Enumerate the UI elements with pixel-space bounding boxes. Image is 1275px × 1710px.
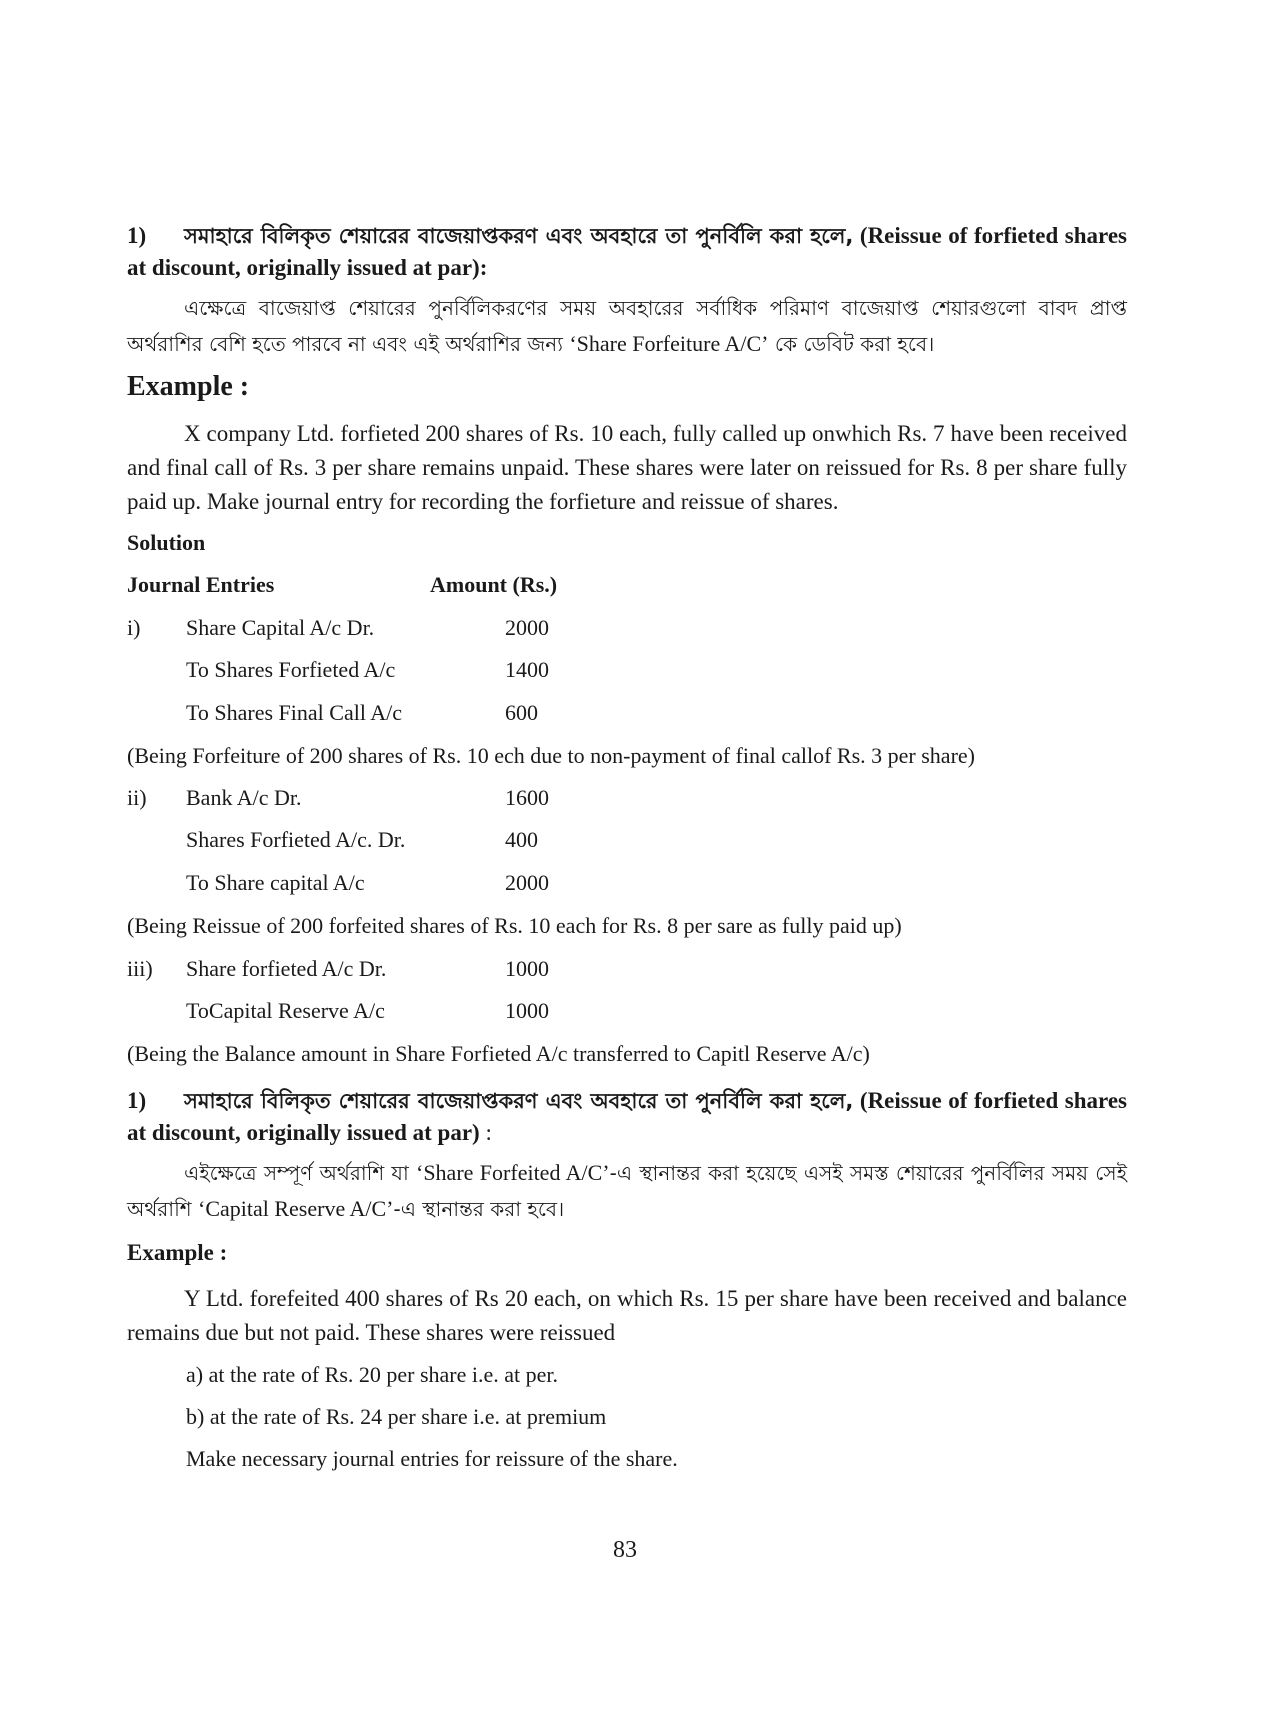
entry-2-number: ii) bbox=[127, 785, 147, 810]
solution-label: Solution bbox=[127, 530, 206, 555]
section-2-number: 1) bbox=[127, 1088, 147, 1113]
entry-1-line-2-text: To Shares Forfieted A/c bbox=[186, 657, 396, 682]
entry-2-line-2-amount: 400 bbox=[505, 827, 538, 852]
entry-2-line-3-amount: 2000 bbox=[505, 870, 549, 895]
section-1-heading-english: (Reissue of forfieted shares at discount, originally issued at par): bbox=[127, 223, 1127, 280]
entry-3-line-2-amount: 1000 bbox=[505, 998, 549, 1023]
entry-1-line-3-amount: 600 bbox=[505, 700, 538, 725]
entry-1-narration: (Being Forfeiture of 200 shares of Rs. 10 ech due to non-payment of final callof Rs. 3 per share) bbox=[127, 743, 975, 768]
section-2-heading-bengali: সমাহারে বিলিকৃত শেয়ারের বাজেয়াপ্তকরণ এবং অবহারে তা পুনর্বিলি করা হলে, bbox=[184, 1089, 854, 1113]
journal-entries-header: Journal Entries bbox=[127, 572, 275, 597]
entry-3-narration: (Being the Balance amount in Share Forfieted A/c transferred to Capitl Reserve A/c) bbox=[127, 1041, 870, 1066]
entry-2-line-3-text: To Share capital A/c bbox=[186, 870, 365, 895]
section-1-heading-bengali: সমাহারে বিলিকৃত শেয়ারের বাজেয়াপ্তকরণ এবং অবহারে তা পুনর্বিলি করা হলে, bbox=[184, 224, 854, 248]
entry-3-number: iii) bbox=[127, 956, 153, 981]
section-2-paragraph-bengali-2: -এ স্থানান্তর করা হয়েছে এসই সমস্ত শেয়ারের পুনর্বিলির সময় সেই অর্থরাশি bbox=[127, 1161, 1127, 1221]
section-2-heading-english: (Reissue of forfieted shares at discount, originally issued at par) bbox=[127, 1088, 1127, 1145]
section-2-paragraph-english-2: ‘Capital Reserve A/C’ bbox=[198, 1196, 394, 1221]
entry-3-line-1-text: Share forfieted A/c Dr. bbox=[186, 956, 387, 981]
entry-1-number: i) bbox=[127, 615, 141, 640]
example-2-option-b: b) at the rate of Rs. 24 per share i.e. at premium bbox=[186, 1404, 607, 1429]
example-2-instruction: Make necessary journal entries for reissure of the share. bbox=[186, 1446, 678, 1471]
section-1-paragraph bbox=[127, 291, 1127, 362]
section-2-paragraph-english-1: ‘Share Forfeited A/C’ bbox=[416, 1160, 610, 1185]
entry-3-line-1-amount: 1000 bbox=[505, 956, 549, 981]
entry-1-line-1-text: Share Capital A/c Dr. bbox=[186, 615, 375, 640]
example-1-text: X company Ltd. forfieted 200 shares of Rs. 10 each, fully called up onwhich Rs. 7 have been received and final call of Rs. 3 per share remains unpaid. These shares were later on reissued for Rs. 8 per share fully paid up. Make journal entry for recording the forfieture and reissue of shares. bbox=[127, 421, 1127, 514]
amount-header: Amount (Rs.) bbox=[430, 572, 558, 597]
example-1-heading: Example : bbox=[127, 371, 250, 402]
entry-1-line-2-amount: 1400 bbox=[505, 657, 549, 682]
entry-3-line-2-text: ToCapital Reserve A/c bbox=[186, 998, 385, 1023]
section-1-paragraph-english: ‘Share Forfeiture A/C’ bbox=[569, 331, 769, 356]
entry-1-line-1-amount: 2000 bbox=[505, 615, 549, 640]
section-2-heading-tail: : bbox=[479, 1120, 492, 1145]
section-2-paragraph-bengali-1: এইক্ষেত্রে সম্পূর্ণ অর্থরাশি যা bbox=[184, 1161, 409, 1185]
section-1-paragraph-bengali-1: এক্ষেত্রে বাজেয়াপ্ত শেয়ারের পুনর্বিলিকরণের সময় অবহারের সর্বাধিক পরিমাণ বাজেয়াপ্ত শেয়ারগুলো বাবদ প্রাপ্ত অর্থরাশির বেশি হতে পারবে না এবং এই অর্থরাশির জন্য bbox=[127, 296, 1127, 356]
entry-2-line-2-text: Shares Forfieted A/c. Dr. bbox=[186, 827, 406, 852]
document-page bbox=[127, 0, 1127, 1710]
example-2-option-a: a) at the rate of Rs. 20 per share i.e. at per. bbox=[186, 1362, 559, 1387]
page-number: 83 bbox=[613, 1537, 637, 1563]
entry-2-narration: (Being Reissue of 200 forfeited shares of Rs. 10 each for Rs. 8 per sare as fully paid up) bbox=[127, 913, 902, 938]
example-2-heading: Example : bbox=[127, 1240, 228, 1265]
section-2-paragraph-bengali-3: -এ স্থানান্তর করা হবে। bbox=[393, 1197, 565, 1221]
entry-2-line-1-text: Bank A/c Dr. bbox=[186, 785, 302, 810]
entry-1-line-3-text: To Shares Final Call A/c bbox=[186, 700, 402, 725]
section-2-heading bbox=[127, 1085, 1127, 1149]
section-1-paragraph-bengali-2: কে ডেবিট করা হবে। bbox=[774, 332, 935, 356]
section-1-heading bbox=[127, 220, 1127, 284]
example-2-text: Y Ltd. forefeited 400 shares of Rs 20 each, on which Rs. 15 per share have been received and balance remains due but not paid. These shares were reissued bbox=[127, 1286, 1127, 1345]
section-2-paragraph bbox=[127, 1155, 1127, 1227]
entry-2-line-1-amount: 1600 bbox=[505, 785, 549, 810]
section-1-number: 1) bbox=[127, 223, 147, 248]
